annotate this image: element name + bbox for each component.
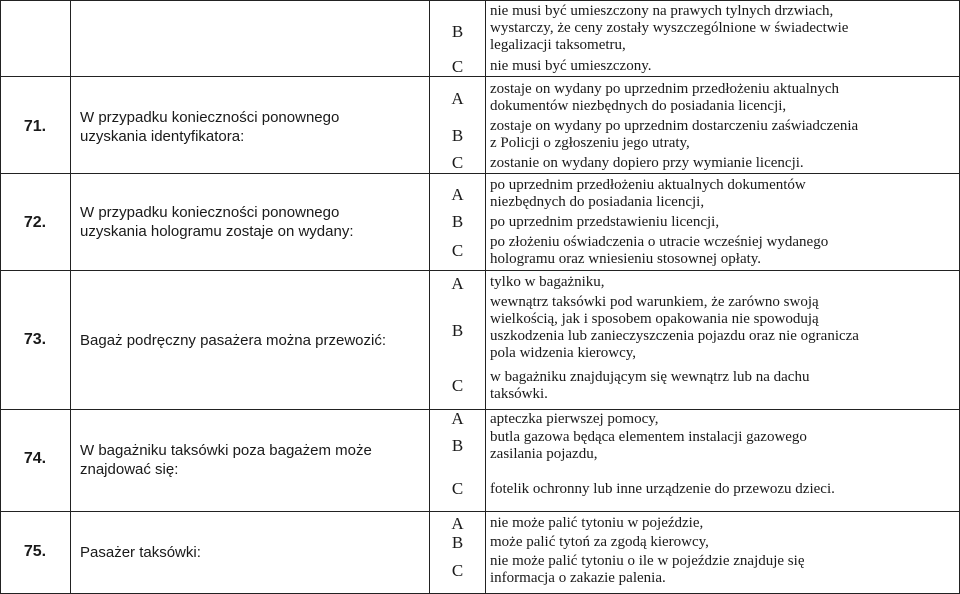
- question-text: Pasażer taksówki:: [80, 544, 201, 561]
- answer-letter: A: [451, 89, 464, 108]
- answer-text: nie może palić tytoniu o ile w pojeździe znajduje się informacja o zakazie palenia.: [490, 553, 805, 586]
- answer-text: wewnątrz taksówki pod warunkiem, że zarówno swoją wielkością, jak i sposobem opakowania nie spowodują uszkodzenia lub zanieczyszczenia pojazdu oraz nie ogranicza pola widzenia kierowcy,: [490, 294, 859, 361]
- answer-text: apteczka pierwszej pomocy,: [490, 411, 659, 427]
- answer-letter: B: [451, 126, 464, 145]
- answer-text: zostaje on wydany po uprzednim dostarczeniu zaświadczenia z Policji o zgłoszeniu jego utraty,: [490, 118, 859, 151]
- answer-text: po złożeniu oświadczenia o utracie wcześniej wydanego hologramu oraz wniesieniu stosownej opłaty.: [490, 234, 829, 267]
- answer-text: butla gazowa będąca elementem instalacji gazowego zasilania pojazdu,: [490, 429, 807, 462]
- question-text: W przypadku konieczności ponownego uzyskania identyfikatora:: [80, 109, 340, 145]
- answer-letter: B: [451, 22, 464, 41]
- question-number: 75.: [23, 543, 47, 560]
- row-line: [0, 0, 960, 1]
- answer-letter: C: [451, 153, 464, 172]
- answer-text: nie musi być umieszczony.: [490, 58, 652, 74]
- question-number: 74.: [23, 450, 47, 467]
- answer-letter: B: [451, 533, 464, 552]
- row-line: [0, 173, 960, 174]
- question-text: W bagażniku taksówki poza bagażem może znajdować się:: [80, 442, 372, 478]
- answer-letter: C: [451, 561, 464, 580]
- question-number: 73.: [23, 331, 47, 348]
- question-number: 72.: [23, 214, 47, 231]
- answer-letter: C: [451, 376, 464, 395]
- table-divider-number: [70, 0, 71, 594]
- answer-text: tylko w bagażniku,: [490, 274, 605, 290]
- answer-text: w bagażniku znajdującym się wewnątrz lub na dachu taksówki.: [490, 369, 810, 402]
- answer-letter: A: [451, 514, 464, 533]
- table-border-left: [0, 0, 1, 594]
- question-number: 71.: [23, 118, 47, 135]
- answer-letter: C: [451, 57, 464, 76]
- answer-text: zostaje on wydany po uprzednim przedłożeniu aktualnych dokumentów niezbędnych do posiadania licencji,: [490, 81, 840, 114]
- answer-letter: B: [451, 436, 464, 455]
- answer-letter: C: [451, 241, 464, 260]
- answer-text: nie może palić tytoniu w pojeździe,: [490, 515, 704, 531]
- question-text: W przypadku konieczności ponownego uzyskania hologramu zostaje on wydany:: [80, 204, 354, 240]
- answer-text: po uprzednim przedstawieniu licencji,: [490, 214, 720, 230]
- row-line: [0, 511, 960, 512]
- answer-letter: A: [451, 274, 464, 293]
- answer-letter: C: [451, 479, 464, 498]
- answer-text: nie musi być umieszczony na prawych tylnych drzwiach, wystarczy, że ceny zostały wyszczególnione w świadectwie legalizacji taksometru,: [490, 3, 849, 53]
- answer-letter: B: [451, 321, 464, 340]
- answer-letter: A: [451, 409, 464, 428]
- answer-text: zostanie on wydany dopiero przy wymianie licencji.: [490, 155, 804, 171]
- answer-text: fotelik ochronny lub inne urządzenie do przewozu dzieci.: [490, 481, 835, 497]
- table-divider-letter: [485, 0, 486, 594]
- answer-text: może palić tytoń za zgodą kierowcy,: [490, 534, 709, 550]
- answer-letter: B: [451, 212, 464, 231]
- question-text: Bagaż podręczny pasażera można przewozić:: [80, 332, 386, 349]
- row-line: [0, 76, 960, 77]
- answer-letter: A: [451, 185, 464, 204]
- answer-text: po uprzednim przedłożeniu aktualnych dokumentów niezbędnych do posiadania licencji,: [490, 177, 806, 210]
- row-line: [0, 270, 960, 271]
